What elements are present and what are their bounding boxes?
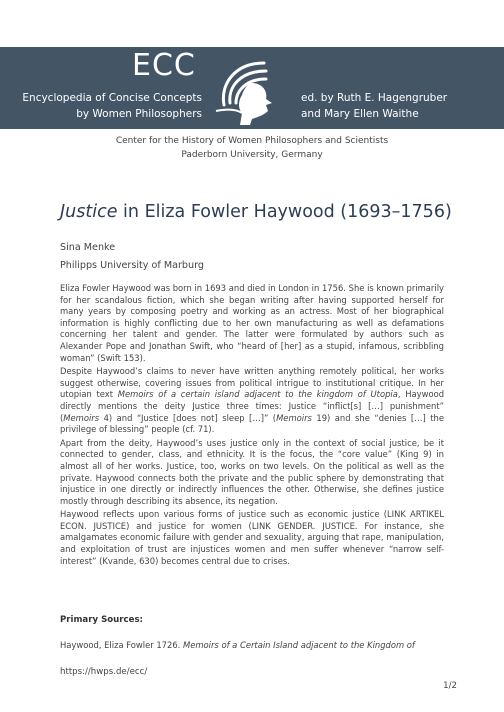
ecc-acronym: ECC bbox=[132, 48, 196, 83]
paragraph-text: 19) and she “denies […] the privilege of blessing” people (cf. 71). bbox=[60, 412, 445, 435]
author-affiliation: Philipps University of Marburg bbox=[60, 260, 204, 271]
institution-line2: Paderborn University, Germany bbox=[181, 150, 323, 160]
author-name: Sina Menke bbox=[60, 242, 116, 253]
paragraph-2 bbox=[60, 366, 444, 436]
paragraph-text-italic: Memoirs bbox=[63, 412, 100, 423]
editors-line1: ed. by Ruth E. Hagengruber bbox=[301, 92, 448, 104]
series-title-line1: Encyclopedia of Concise Concepts bbox=[22, 92, 202, 104]
editors-line2: and Mary Ellen Waithe bbox=[301, 108, 419, 120]
paragraph-text: 4) and “Justice [does not] sleep […]” ( bbox=[99, 412, 277, 423]
primary-source-entry bbox=[60, 640, 415, 650]
paragraph-text-italic: Memoirs bbox=[276, 412, 312, 423]
paragraph-4 bbox=[60, 509, 444, 567]
paragraph-text: , Haywood directly mentions the deity Justice three times: Justice “inflict[s] […] punishment” ( bbox=[60, 389, 445, 423]
athena-helmet-profile-icon bbox=[206, 53, 286, 125]
primary-source-author: Haywood, Eliza Fowler 1726. bbox=[60, 640, 183, 650]
article-title-concept: Justice bbox=[60, 202, 118, 222]
page-number: 1/2 bbox=[443, 681, 457, 691]
series-title-line2: by Women Philosophers bbox=[76, 108, 202, 120]
paragraph-1 bbox=[60, 283, 444, 364]
article-title bbox=[60, 202, 452, 223]
header-banner bbox=[0, 47, 504, 129]
article-body bbox=[60, 283, 444, 569]
primary-source-title: Memoirs of a Certain Island adjacent to the Kingdom of bbox=[182, 640, 415, 650]
primary-sources-heading: Primary Sources: bbox=[60, 615, 143, 625]
paragraph-text: Apart from the deity, Haywood’s uses justice only in the context of social justice, be it connected to gender, class, and ethnicity. It is the focus, the “core value” (King 9) in almost all of her works. Justice, too, works on two levels. On the political as well as the private. Haywood connects both the private and the public sphere by demonstrating that injustice in one directly or indirectly influences the other. Otherwise, she defines justice mostly through describing its absence, its negation. bbox=[60, 437, 444, 506]
article-title-rest: in Eliza Fowler Haywood (1693–1756) bbox=[117, 202, 452, 222]
paragraph-text: Haywood reflects upon various forms of justice such as economic justice (LINK ARTIKEL ECON. JUSTICE) and justice for women (LINK GENDER. JUSTICE. For instance, she amalgamates economic failure with gender and sexuality, arguing that rape, manipulation, and exploitation of trust are injustices women and men suffer whenever “narrow self-interest” (Kvande, 630) becomes central due to crises. bbox=[60, 509, 444, 566]
paragraph-3 bbox=[60, 438, 444, 508]
paragraph-text-italic: Memoirs of a certain island adjacent to the kingdom of Utopia bbox=[117, 389, 398, 400]
institution-line1: Center for the History of Women Philosophers and Scientists bbox=[115, 136, 389, 146]
paragraph-text: Eliza Fowler Haywood was born in 1693 and died in London in 1756. She is known primarily for her scandalous fiction, which she began writing after having supported herself for many years by composing poetry and working as an actress. Most of her biographical information is highly conflicting due to her own manufacturing as well as defamations concerning her talent and gender. The latter were formulated by authors such as Alexander Pope and Jonathan Swift, who “heard of [her] as a stupid, infamous, scribbling woman” (Swift 153). bbox=[60, 283, 444, 363]
paragraph-text: Despite Haywood’s claims to never have written anything remotely political, her works suggest otherwise, covering issues from political intrigue to institutional critique. In her utopian text bbox=[60, 366, 444, 400]
footer-url-link[interactable]: https://hwps.de/ecc/ bbox=[60, 667, 148, 677]
